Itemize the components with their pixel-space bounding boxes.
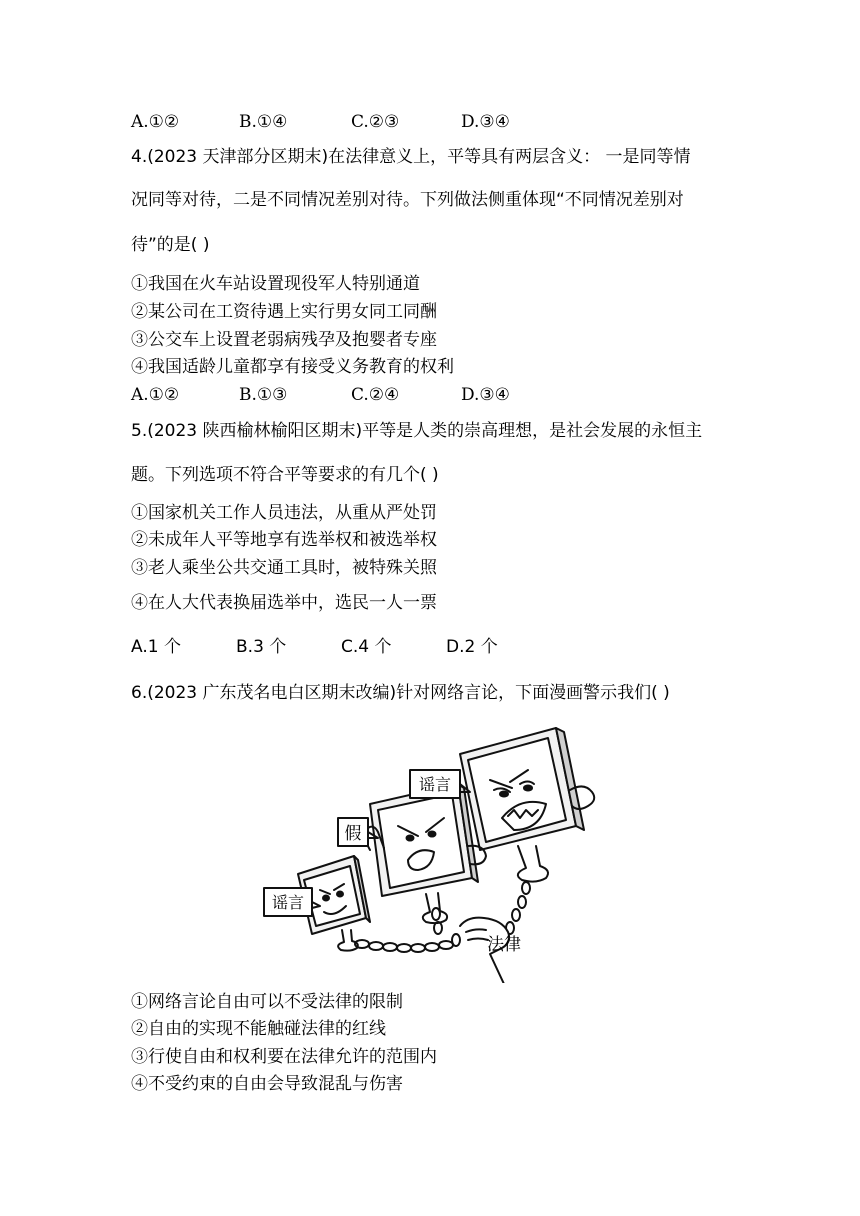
cartoon-illustration (258, 718, 598, 983)
q5-statement-3: ③老人乘坐公共交通工具时，被特殊关照 (131, 558, 437, 578)
q5-stem-line-2: 题。下列选项不符合平等要求的有几个( ) (131, 465, 439, 485)
q4-statement-2: ②某公司在工资待遇上实行男女同工同酬 (131, 302, 437, 322)
q6-statement-4: ④不受约束的自由会导致混乱与伤害 (131, 1074, 403, 1094)
middle-monitor (365, 784, 486, 923)
q6-statement-3: ③行使自由和权利要在法律允许的范围内 (131, 1047, 437, 1067)
option-c: C.4 个 (341, 637, 392, 657)
label-rumor-big: 谣言 (418, 775, 452, 794)
q4-statement-1: ①我国在火车站设置现役军人特别通道 (131, 274, 420, 294)
option-a: A.1 个 (131, 637, 181, 657)
label-law: 法律 (487, 935, 521, 955)
label-fake: 假 (344, 824, 362, 844)
option-a: A.①② (131, 385, 180, 405)
q6-statement-1: ①网络言论自由可以不受法律的限制 (131, 992, 403, 1012)
option-b: B.①③ (239, 385, 288, 405)
q5-statement-1: ①国家机关工作人员违法，从重从严处罚 (131, 503, 437, 523)
label-rumor-small: 谣言 (271, 893, 305, 912)
q5-statement-2: ②未成年人平等地享有选举权和被选举权 (131, 530, 437, 550)
option-b: B.3 个 (236, 637, 287, 657)
option-d: D.③④ (461, 385, 510, 405)
option-c: C.②④ (351, 385, 400, 405)
q4-stem-line-1: 4.(2023 天津部分区期末)在法律意义上，平等具有两层含义： 一是同等情 (131, 147, 691, 167)
option-c: C.②③ (351, 112, 400, 132)
q4-statement-4: ④我国适龄儿童都享有接受义务教育的权利 (131, 357, 454, 377)
q5-stem-line-1: 5.(2023 陕西榆林榆阳区期末)平等是人类的崇高理想，是社会发展的永恒主 (131, 421, 703, 441)
option-d: D.③④ (461, 112, 510, 132)
q6-statement-2: ②自由的实现不能触碰法律的红线 (131, 1019, 386, 1039)
option-d: D.2 个 (446, 637, 498, 657)
q6-stem-line-1: 6.(2023 广东茂名电白区期末改编)针对网络言论，下面漫画警示我们( ) (131, 683, 670, 703)
q4-stem-line-2: 况同等对待，二是不同情况差别对待。下列做法侧重体现“不同情况差别对 (131, 190, 684, 210)
q4-stem-line-3: 待”的是( ) (131, 235, 210, 255)
q4-statement-3: ③公交车上设置老弱病残孕及抱婴者专座 (131, 330, 437, 350)
option-a: A.①② (131, 112, 180, 132)
q5-statement-4: ④在人大代表换届选举中，选民一人一票 (131, 593, 437, 613)
big-monitor (460, 728, 594, 882)
option-b: B.①④ (239, 112, 288, 132)
